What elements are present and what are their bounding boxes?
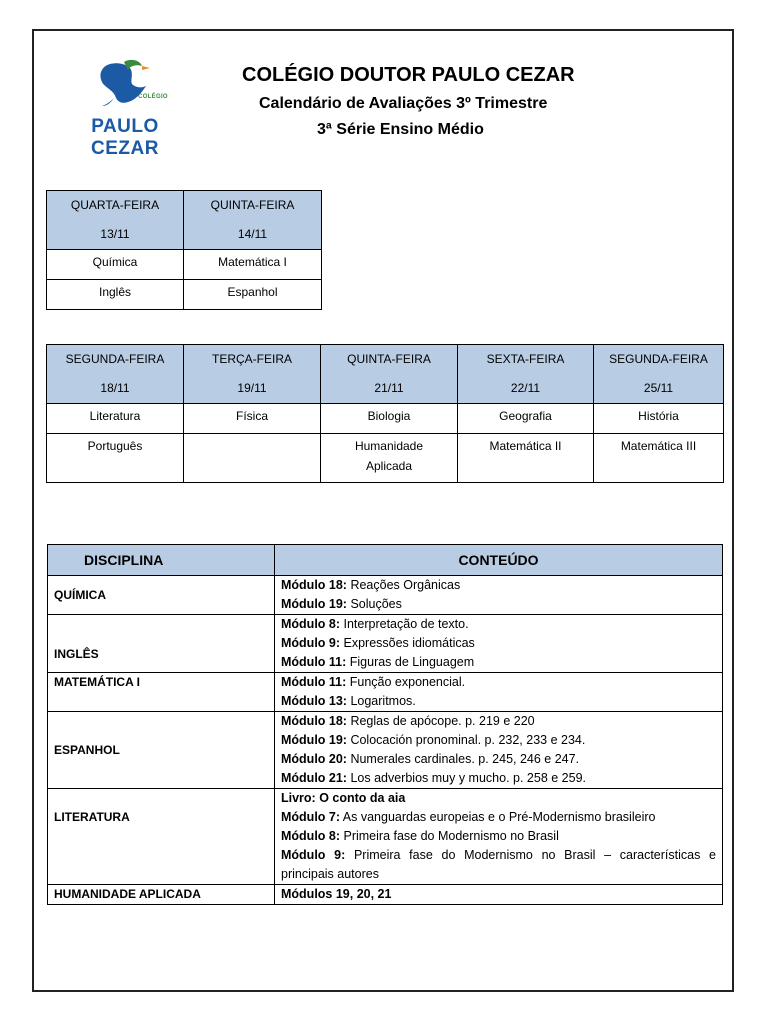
date-label: 25/11 [643,381,674,395]
bird-icon [58,58,192,108]
schedule-row [47,280,322,310]
module-text: Primeira fase do Modernismo no Brasil – características e principais autores [281,848,716,881]
module-line [281,653,716,672]
module-text: Primeira fase do Modernismo no Brasil [340,829,559,843]
module-line [281,615,716,634]
module-text: Numerales cardinales. p. 245, 246 e 247. [346,752,580,766]
module-label: Módulo 19: [281,733,347,747]
subject-cell: História [594,404,724,434]
module-label: Módulo 18: [281,714,347,728]
module-label: Módulo 8: [281,617,341,631]
content-cell [275,576,723,615]
module-label: Módulo 11: [281,675,347,689]
discipline-cell: MATEMÁTICA I [48,673,275,712]
content-cell [275,615,723,673]
discipline-cell: INGLÊS [48,615,275,673]
schedule-row [47,404,724,434]
date-label: 14/11 [237,227,268,241]
day-label: QUINTA-FEIRA [347,352,431,366]
module-text: Reglas de apócope. p. 219 e 220 [346,714,535,728]
schedule-day-cell [47,345,184,404]
module-label: Módulos 19, 20, 21 [281,887,392,901]
subject-cell: Literatura [47,404,184,434]
module-line [281,712,716,731]
module-label: Módulo 20: [281,752,347,766]
module-line [281,692,716,711]
module-label: Módulo 21: [281,771,347,785]
content-row [48,673,723,712]
module-text: Soluções [346,597,402,611]
module-line [281,595,716,614]
schedule-row [47,250,322,280]
school-logo [58,58,192,159]
subject-cell: Matemática III [594,434,724,483]
subject-cell: Biologia [321,404,458,434]
content-table [47,544,723,905]
module-line [281,846,716,884]
schedule-table-1 [46,190,322,310]
module-line [281,576,716,595]
subject-cell [184,434,321,483]
discipline-cell: LITERATURA [48,789,275,885]
logo-small-text: COLÉGIO [138,94,168,100]
subject-cell: Física [184,404,321,434]
module-line [281,827,716,846]
day-label: SEXTA-FEIRA [486,352,565,366]
module-text: As vanguardas europeias e o Pré-Modernismo brasileiro [340,810,656,824]
discipline-cell: HUMANIDADE APLICADA [48,885,275,905]
module-label: Livro: O conto da aia [281,791,406,805]
subject-cell [321,434,458,483]
date-label: 13/11 [100,227,130,241]
content-row [48,576,723,615]
schedule-header-row [47,345,724,404]
date-label: 21/11 [374,381,404,395]
day-label: TERÇA-FEIRA [211,352,292,366]
content-header: CONTEÚDO [275,545,723,576]
day-label: SEGUNDA-FEIRA [609,352,708,366]
module-label: Módulo 7: [281,810,341,824]
module-label: Módulo 9: [281,848,346,862]
date-label: 19/11 [237,381,267,395]
module-text: Colocación pronominal. p. 232, 233 e 234. [346,733,586,747]
module-label: Módulo 13: [281,694,347,708]
module-label: Módulo 18: [281,578,347,592]
calendar-subtitle: Calendário de Avaliações 3º Trimestre [259,95,548,112]
schedule-row [47,434,724,483]
content-row [48,712,723,789]
discipline-header: DISCIPLINA [48,545,275,576]
schedule-header-row [47,191,322,250]
content-row [48,885,723,905]
date-label: 18/11 [100,381,130,395]
discipline-cell: QUÍMICA [48,576,275,615]
subject-cell: Geografia [458,404,594,434]
module-text: Função exponencial. [346,675,466,689]
module-text: Logaritmos. [346,694,416,708]
content-header-row [48,545,723,576]
day-label: QUINTA-FEIRA [210,198,295,212]
subject-cell: Português [47,434,184,483]
school-name: COLÉGIO DOUTOR PAULO CEZAR [242,64,575,86]
discipline-cell: ESPANHOL [48,712,275,789]
module-text: Expressões idiomáticas [340,636,475,650]
module-label: Módulo 19: [281,597,347,611]
schedule-day-cell [594,345,724,404]
module-text: Interpretação de texto. [340,617,469,631]
date-label: 22/11 [510,381,541,395]
schedule-table-2 [46,344,724,483]
day-label: SEGUNDA-FEIRA [65,352,165,366]
schedule-day-cell [184,345,321,404]
subject-cell: Espanhol [184,280,322,310]
content-cell [275,673,723,712]
content-row [48,789,723,885]
content-cell [275,712,723,789]
content-cell [275,789,723,885]
subject-cell: Inglês [47,280,184,310]
module-line [281,769,716,788]
grade-label: 3ª Série Ensino Médio [317,121,484,138]
subject-cell: Matemática I [184,250,322,280]
module-line [281,885,716,904]
schedule-day-cell [184,191,322,250]
schedule-day-cell [47,191,184,250]
content-row [48,615,723,673]
module-text: Reações Orgânicas [346,578,461,592]
module-line [281,673,716,692]
logo-name: PAULO CEZAR [91,116,159,159]
module-text: Los adverbios muy y mucho. p. 258 e 259. [346,771,586,785]
module-label: Módulo 9: [281,636,341,650]
content-cell [275,885,723,905]
subject-cell: Química [47,250,184,280]
module-line [281,634,716,653]
schedule-day-cell [458,345,594,404]
subject-cell: Matemática II [458,434,594,483]
day-label: QUARTA-FEIRA [70,198,160,212]
module-label: Módulo 11: [281,655,347,669]
module-line [281,789,716,808]
module-label: Módulo 8: [281,829,341,843]
module-text: Figuras de Linguagem [346,655,475,669]
module-line [281,808,716,827]
module-line [281,731,716,750]
subject-text: Humanidade Aplicada [354,439,424,473]
schedule-day-cell [321,345,458,404]
module-line [281,750,716,769]
